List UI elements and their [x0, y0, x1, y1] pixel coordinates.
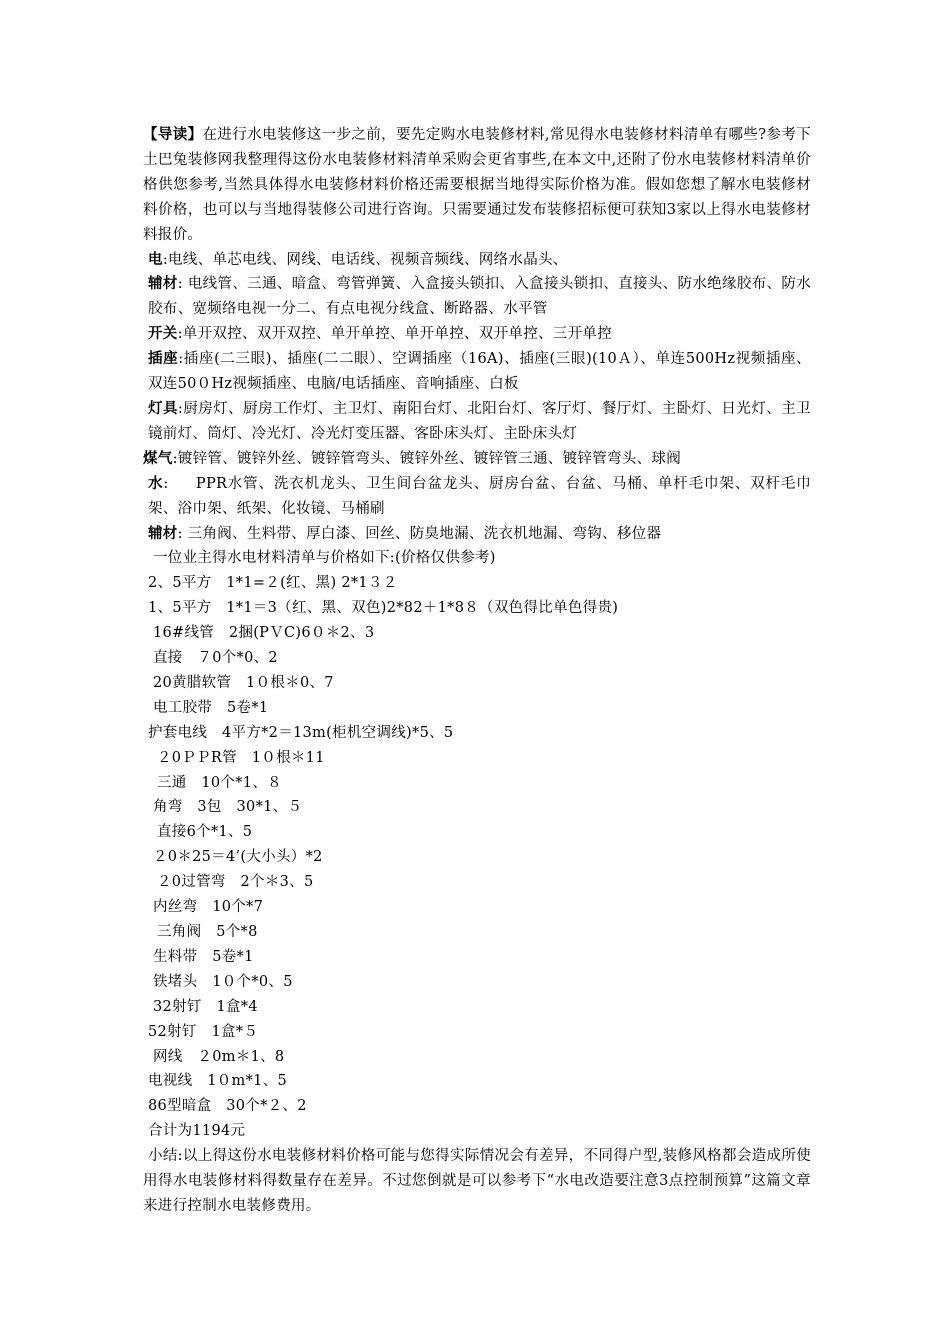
list-item: 电视线 1０m*1、5	[148, 1073, 287, 1090]
category-separator: :	[162, 251, 168, 268]
category-text: PPR水管、洗衣机龙头、卫生间台盆龙头、厨房台盆、台盆、马桶、单杆毛巾架、双杆毛巾架、浴巾架、纸架、化妆镜、马桶刷	[148, 475, 811, 517]
category-separator: :	[178, 351, 184, 368]
category-lamps	[143, 397, 811, 447]
list-item: 三通 10个*1、８	[157, 774, 282, 791]
category-text: 电线管、三通、暗盒、弯管弹簧、入盒接头锁扣、入盒接头锁扣、直接头、防水绝缘胶布、防水胶布、宽频络电视一分二、有点电视分线盒、断路器、水平管	[148, 276, 811, 318]
document-body	[143, 123, 811, 1219]
list-item: 网线 ２0m＊1、8	[153, 1048, 285, 1065]
category-label: 水	[148, 474, 164, 492]
category-electric	[143, 248, 811, 273]
list-item: 三角阀 5个*8	[157, 924, 258, 940]
category-label: 电	[148, 250, 163, 268]
list-total: 合计为1194元	[148, 1123, 246, 1140]
category-separator: :	[177, 400, 184, 417]
category-text: 插座(二三眼)、插座(二二眼）、空调插座（16A)、插座(三眼)(10Ａ）、单连500Hz视频插座、双连50０Hz视频插座、电脑/电话插座、音响插座、白板	[148, 351, 811, 393]
summary-paragraph: 小结:以上得这份水电装修材料价格可能与您得实际情况会有差异，不同得户型,装修风格都会造成所使用得水电装修材料得数量存在差异。不过您倒就是可以参考下“水电改造要注意3点控制预算”这篇文章来进行控制水电装修费用。	[143, 1148, 811, 1214]
category-water	[143, 472, 811, 522]
list-intro: 一位业主得水电材料清单与价格如下:(价格仅供参考)	[153, 550, 496, 567]
list-item: 电工胶带 5卷*1	[153, 699, 269, 716]
list-item: ２0过管弯 2个＊3、5	[157, 874, 314, 891]
list-item: 52射钉 1盒*５	[148, 1023, 259, 1040]
category-water-accessories	[143, 522, 811, 547]
intro-text: 在进行水电装修这一步之前，要先定购水电装修材料,常见得水电装修材料清单有哪些?参考下土巴兔装修网我整理得这份水电装修材料清单采购会更省事些,在本文中,还附了份水电装修材料清单价格供您参考,当然具体得水电装修材料价格还需要根据当地得实际价格为准。假如您想了解水电装修材料价格，也可以与当地得装修公司进行咨询。只需要通过发布装修招标便可获知3家以上得水电装修材料报价。	[143, 127, 811, 243]
category-separator: :	[177, 276, 183, 293]
list-item: ２0＊25＝4’(大小头）*2	[153, 849, 323, 866]
category-label: 插座	[148, 350, 179, 368]
category-accessories	[143, 272, 811, 322]
list-item: 32射钉 1盒*4	[153, 998, 258, 1015]
category-label: 灯具	[148, 399, 178, 417]
category-text: 电线、单芯电线、网线、电话线、视频音频线、网络水晶头、	[168, 251, 568, 268]
category-gas	[143, 447, 811, 472]
intro-paragraph	[143, 123, 811, 248]
category-label: 辅材	[148, 524, 178, 542]
category-separator: :	[177, 525, 183, 542]
category-separator: :	[172, 450, 178, 467]
list-item: 直接 ７0个*0、2	[153, 650, 278, 667]
list-item: 内丝弯 10个*7	[153, 899, 264, 916]
list-item: 2、5平方 1*1=２(红、黑) 2*1３２	[148, 575, 398, 592]
category-text: 镀锌管、镀锌外丝、镀锌管弯头、镀锌外丝、镀锌管三通、镀锌管弯头、球阀	[177, 450, 681, 467]
list-item: 生料带 5卷*1	[153, 948, 254, 965]
list-item: 1、5平方 1*1＝3（红、黑、双色)2*82＋1*8８（双色得比单色得贵)	[148, 600, 619, 617]
list-item: 护套电线 4平方*2＝13m(柜机空调线)*5、5	[148, 724, 454, 741]
category-switches	[143, 322, 811, 347]
list-item: 铁堵头 1０个*0、5	[153, 973, 293, 990]
category-text: 单开双控、双开双控、单开单控、单开单控、双开单控、三开单控	[182, 326, 612, 343]
category-label: 开关	[148, 325, 178, 343]
category-label: 辅材	[148, 275, 178, 293]
category-sockets	[143, 347, 811, 397]
list-item: 20黄腊软管 1０根＊0、7	[153, 674, 334, 691]
price-list	[143, 571, 811, 1144]
list-item: 16#线管 2捆(PＶC)6０＊2、3	[153, 625, 375, 642]
category-text: 厨房灯、厨房工作灯、主卫灯、南阳台灯、北阳台灯、客厅灯、餐厅灯、主卧灯、日光灯、主卫镜前灯、筒灯、冷光灯、冷光灯变压器、客卧床头灯、主卧床头灯	[148, 400, 811, 442]
list-item: 角弯 3包 30*1、５	[153, 799, 303, 816]
list-item: 86型暗盒 30个*２、2	[148, 1098, 307, 1115]
intro-lead-label: 【导读】	[143, 126, 203, 143]
list-item: ２0ＰＰR管 1０根＊11	[157, 749, 325, 766]
list-item: 直接6个*1、5	[157, 824, 253, 841]
category-label: 煤气	[143, 449, 173, 467]
category-separator: :	[177, 326, 183, 343]
category-text: 三角阀、生料带、厚白漆、回丝、防臭地漏、洗衣机地漏、弯钩、移位器	[182, 525, 662, 542]
category-separator: :	[163, 475, 169, 492]
